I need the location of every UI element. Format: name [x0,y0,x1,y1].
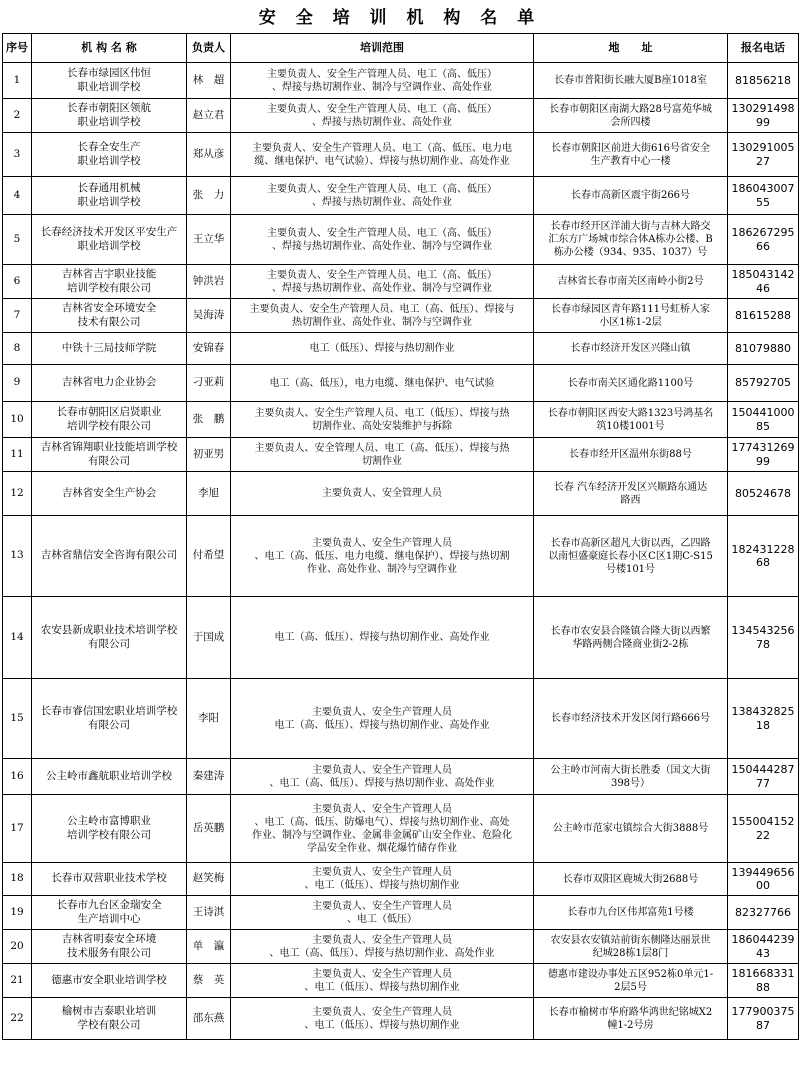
row-seq: 19 [3,896,32,930]
row-phone: 15044428777 [728,759,799,795]
row-phone: 18504314246 [728,265,799,299]
table-row [3,998,799,1040]
row-org-name: 长春市朝阳区启贤职业 培训学校有限公司 [32,402,187,438]
row-seq: 18 [3,863,32,896]
row-phone: 13944965600 [728,863,799,896]
row-seq: 7 [3,299,32,333]
header-phone: 报名电话 [728,34,799,63]
row-seq: 11 [3,438,32,472]
row-phone: 18604300755 [728,177,799,215]
row-seq: 13 [3,516,32,597]
row-org-name: 吉林省吉宇职业技能 培训学校有限公司 [32,265,187,299]
row-scope: 主要负责人、安全生产管理人员、电工（高、低压） 、焊接与热切割作业、高处作业 [231,177,534,215]
table-row [3,63,799,99]
row-person: 邵东燕 [187,998,231,1040]
table-row [3,265,799,299]
table-row [3,896,799,930]
row-address: 德惠市建设办事处五区952栋0单元1- 2层5号 [534,964,728,998]
row-seq: 12 [3,472,32,516]
row-person: 刁亚莉 [187,365,231,402]
row-phone: 13029100527 [728,133,799,177]
row-scope: 主要负责人、安全生产管理人员、电工（高、低压）、焊接与 热切割作业、高处作业、制冷与空调作业 [231,299,534,333]
row-seq: 5 [3,215,32,265]
row-scope: 主要负责人、安全生产管理人员、电工（低压）、焊接与热 切割作业、高处安装维护与拆除 [231,402,534,438]
table-row [3,333,799,365]
row-person: 钟洪岩 [187,265,231,299]
row-org-name: 公主岭市富博职业 培训学校有限公司 [32,795,187,863]
row-address: 长春市朝阳区南湖大路28号富苑华城 会所四楼 [534,99,728,133]
table-header-row [3,34,799,63]
row-address: 公主岭市河南大街长胜委（国文大街 398号） [534,759,728,795]
row-scope: 电工（高、低压），电力电缆、继电保护、电气试验 [231,365,534,402]
row-seq: 21 [3,964,32,998]
row-person: 安锦春 [187,333,231,365]
row-address: 长春市经济技术开发区闵行路666号 [534,679,728,759]
row-phone: 15500415222 [728,795,799,863]
row-address: 长春 汽车经济开发区兴顺路东通达 路西 [534,472,728,516]
row-phone: 81856218 [728,63,799,99]
row-org-name: 长春市睿信国宏职业培训学校 有限公司 [32,679,187,759]
row-person: 王诗淇 [187,896,231,930]
row-person: 林 超 [187,63,231,99]
row-address: 长春市南关区通化路1100号 [534,365,728,402]
row-person: 于国成 [187,597,231,679]
row-seq: 22 [3,998,32,1040]
table-row [3,597,799,679]
row-address: 长春市高新区震宇街266号 [534,177,728,215]
row-address: 长春市农安县合隆镇合隆大街以西繁 华路两侧合隆商业街2-2栋 [534,597,728,679]
table-row [3,795,799,863]
row-org-name: 长春市朝阳区领航 职业培训学校 [32,99,187,133]
row-phone: 18604423943 [728,930,799,964]
row-scope: 主要负责人、安全生产管理人员 、电工（高、低压）、焊接与热切割作业、高处作业 [231,930,534,964]
row-org-name: 吉林省安全生产协会 [32,472,187,516]
row-person: 单 瀛 [187,930,231,964]
row-person: 张 力 [187,177,231,215]
row-phone: 15044100085 [728,402,799,438]
table-row [3,133,799,177]
row-org-name: 公主岭市鑫航职业培训学校 [32,759,187,795]
row-scope: 主要负责人、安全生产管理人员 、电工（低压） [231,896,534,930]
row-phone: 13843282518 [728,679,799,759]
row-address: 长春市朝阳区西安大路1323号鸿基名 筑10楼1001号 [534,402,728,438]
row-seq: 10 [3,402,32,438]
row-phone: 13454325678 [728,597,799,679]
row-scope: 主要负责人、安全生产管理人员、电工（高、低压） 、焊接与热切割作业、制冷与空调作业、高处作业 [231,63,534,99]
row-scope: 主要负责人、安全生产管理人员 、电工（高、低压、电力电缆、继电保护）、焊接与热切割 作业、高处作业、制冷与空调作业 [231,516,534,597]
table-row [3,365,799,402]
page-title: 安 全 培 训 机 构 名 单 [258,8,542,28]
row-phone: 17743126999 [728,438,799,472]
row-person: 李旭 [187,472,231,516]
row-seq: 6 [3,265,32,299]
row-person: 郑从彦 [187,133,231,177]
training-institutions-table [2,33,799,1040]
header-address: 地 址 [534,34,728,63]
row-scope: 主要负责人、安全生产管理人员 、电工（高、低压）、焊接与热切割作业、高处作业 [231,759,534,795]
row-org-name: 长春市绿园区伟恒 职业培训学校 [32,63,187,99]
row-address: 长春市绿园区青年路111号虹桥人家 小区1栋1-2层 [534,299,728,333]
row-person: 岳英鹏 [187,795,231,863]
row-phone: 81079880 [728,333,799,365]
row-org-name: 榆树市吉泰职业培训 学校有限公司 [32,998,187,1040]
row-scope: 电工（高、低压）、焊接与热切割作业、高处作业 [231,597,534,679]
row-scope: 主要负责人、安全生产管理人员、电工（高、低压、电力电 缆、继电保护、电气试验）、焊接与热切割作业、高处作业 [231,133,534,177]
row-person: 赵笑梅 [187,863,231,896]
row-seq: 20 [3,930,32,964]
row-address: 长春市经济开发区兴隆山镇 [534,333,728,365]
row-seq: 2 [3,99,32,133]
row-seq: 8 [3,333,32,365]
row-org-name: 农安县新成职业技术培训学校 有限公司 [32,597,187,679]
row-scope: 主要负责人、安全管理人员、电工（高、低压）、焊接与热 切割作业 [231,438,534,472]
row-person: 张 鹏 [187,402,231,438]
table-row [3,99,799,133]
row-org-name: 长春市双营职业技术学校 [32,863,187,896]
row-seq: 15 [3,679,32,759]
row-address: 长春市高新区超凡大街以西，乙四路 以南恒盛豪庭长春小区C区1期C-S15 号楼101号 [534,516,728,597]
row-org-name: 吉林省安全环境安全 技术有限公司 [32,299,187,333]
row-person: 秦建涛 [187,759,231,795]
header-person: 负责人 [187,34,231,63]
row-address: 长春市朝阳区前进大街616号省安全 生产教育中心一楼 [534,133,728,177]
row-scope: 主要负责人、安全生产管理人员 、电工（低压）、焊接与热切割作业 [231,964,534,998]
row-person: 王立华 [187,215,231,265]
row-org-name: 长春通用机械 职业培训学校 [32,177,187,215]
table-row [3,863,799,896]
row-phone: 85792705 [728,365,799,402]
row-org-name: 长春市九台区金瑞安全 生产培训中心 [32,896,187,930]
row-address: 长春市经开区温州东街88号 [534,438,728,472]
row-person: 赵立君 [187,99,231,133]
row-seq: 14 [3,597,32,679]
row-person: 李阳 [187,679,231,759]
table-row [3,438,799,472]
table-row [3,516,799,597]
row-phone: 17790037587 [728,998,799,1040]
row-scope: 主要负责人、安全生产管理人员、电工（高、低压） 、焊接与热切割作业、高处作业 [231,99,534,133]
row-org-name: 吉林省鼎信安全咨询有限公司 [32,516,187,597]
row-org-name: 长春经济技术开发区平安生产 职业培训学校 [32,215,187,265]
row-person: 初亚男 [187,438,231,472]
row-phone: 18166833188 [728,964,799,998]
row-address: 农安县农安镇站前街东侧隆达丽景世 纪城28栋1层8门 [534,930,728,964]
row-scope: 电工（低压）、焊接与热切割作业 [231,333,534,365]
row-scope: 主要负责人、安全生产管理人员 、电工（低压）、焊接与热切割作业 [231,863,534,896]
row-scope: 主要负责人、安全生产管理人员、电工（高、低压） 、焊接与热切割作业、高处作业、制冷与空调作业 [231,215,534,265]
table-row [3,402,799,438]
row-org-name: 中铁十三局技师学院 [32,333,187,365]
row-seq: 3 [3,133,32,177]
row-phone: 13029149899 [728,99,799,133]
row-scope: 主要负责人、安全生产管理人员 、电工（高、低压、防爆电气）、焊接与热切割作业、高处 作业、制冷与空调作业、金属非金属矿山安全作业、危险化 学品安全作业、烟花爆竹储存作业 [231,795,534,863]
row-phone: 81615288 [728,299,799,333]
row-address: 长春市普阳街长融大厦B座1018室 [534,63,728,99]
row-seq: 16 [3,759,32,795]
header-seq: 序号 [3,34,32,63]
row-org-name: 吉林省电力企业协会 [32,365,187,402]
row-scope: 主要负责人、安全生产管理人员 、电工（低压）、焊接与热切割作业 [231,998,534,1040]
row-scope: 主要负责人、安全管理人员 [231,472,534,516]
row-address: 公主岭市范家屯镇综合大街3888号 [534,795,728,863]
row-org-name: 德惠市安全职业培训学校 [32,964,187,998]
row-seq: 9 [3,365,32,402]
header-scope: 培训范围 [231,34,534,63]
row-phone: 18243122868 [728,516,799,597]
row-scope: 主要负责人、安全生产管理人员、电工（高、低压） 、焊接与热切割作业、高处作业、制冷与空调作业 [231,265,534,299]
row-address: 长春市九台区伟邦富苑1号楼 [534,896,728,930]
header-org: 机 构 名 称 [32,34,187,63]
table-row [3,177,799,215]
table-row [3,964,799,998]
table-row [3,299,799,333]
row-person: 吴海涛 [187,299,231,333]
row-seq: 4 [3,177,32,215]
row-phone: 80524678 [728,472,799,516]
row-address: 长春市榆树市华府路华鸿世纪铭城X2 幢1-2号房 [534,998,728,1040]
row-org-name: 吉林省明泰安全环境 技术服务有限公司 [32,930,187,964]
row-address: 长春市双阳区鹿城大街2688号 [534,863,728,896]
row-org-name: 吉林省锦翔职业技能培训学校 有限公司 [32,438,187,472]
row-seq: 17 [3,795,32,863]
row-person: 蔡 英 [187,964,231,998]
row-address: 长春市经开区洋浦大街与吉林大路交 汇东方广场城市综合体A栋办公楼、B 栋办公楼（934、935、1037）号 [534,215,728,265]
table-row [3,930,799,964]
row-person: 付希望 [187,516,231,597]
row-org-name: 长春全安生产 职业培训学校 [32,133,187,177]
table-row [3,472,799,516]
row-scope: 主要负责人、安全生产管理人员 电工（高、低压）、焊接与热切割作业、高处作业 [231,679,534,759]
table-row [3,215,799,265]
row-seq: 1 [3,63,32,99]
row-phone: 18626729566 [728,215,799,265]
table-row [3,759,799,795]
table-row [3,679,799,759]
row-phone: 82327766 [728,896,799,930]
row-address: 吉林省长春市南关区南岭小街2号 [534,265,728,299]
